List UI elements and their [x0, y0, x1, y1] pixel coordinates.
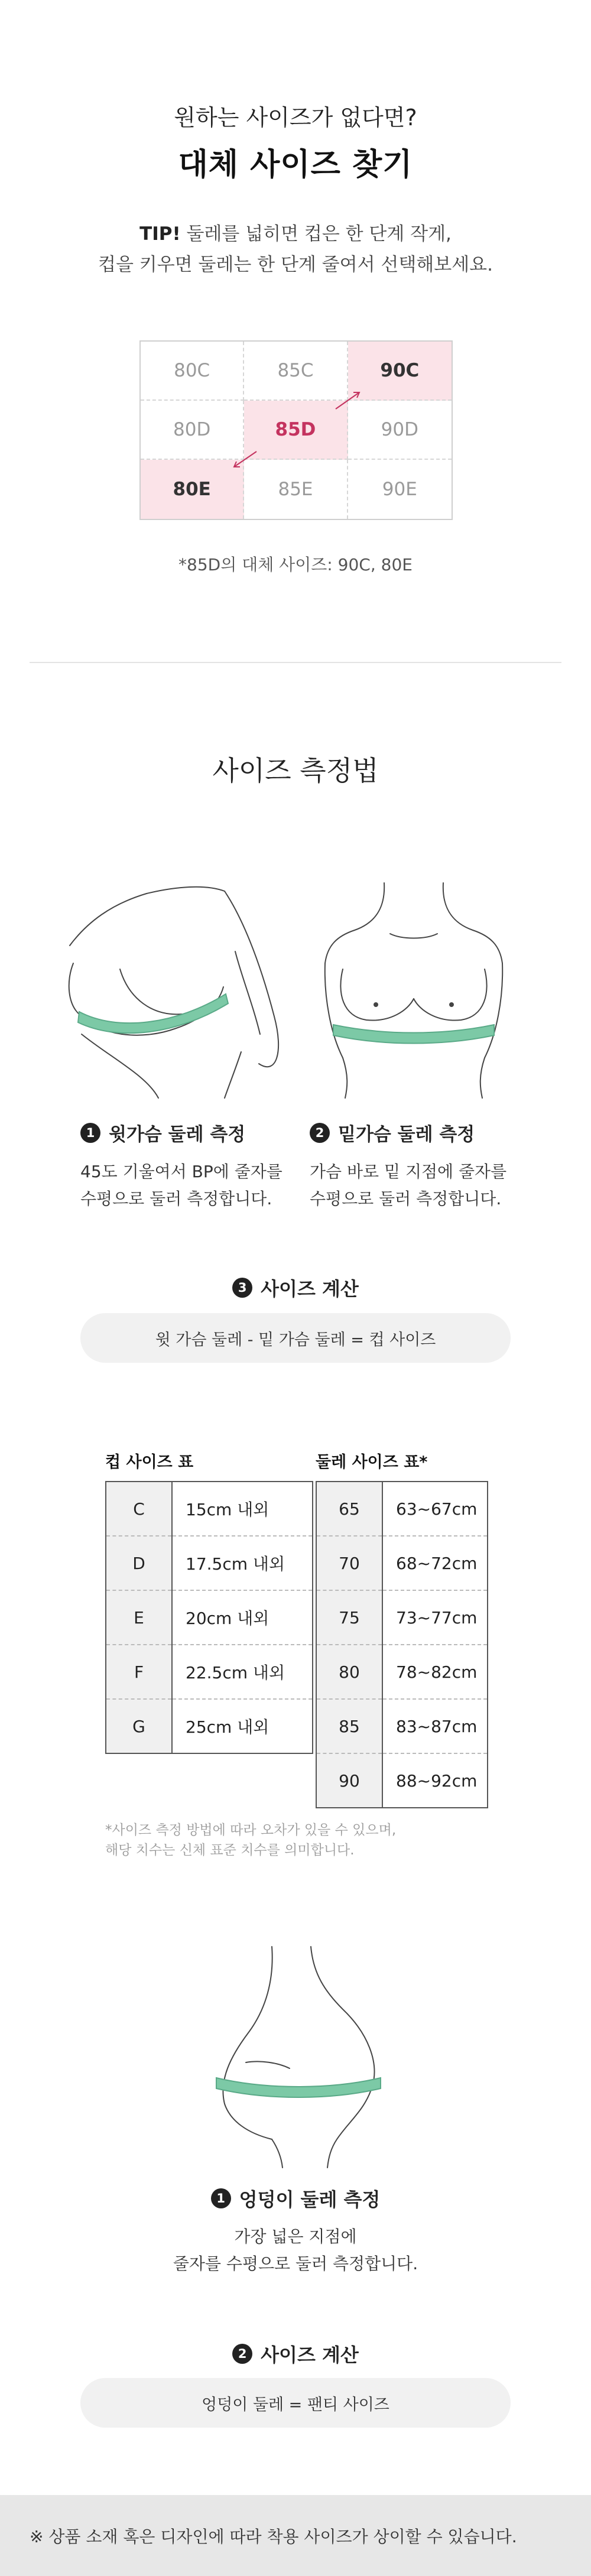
grid-cell: 85E	[244, 460, 348, 519]
table-row	[106, 1536, 313, 1590]
measuring-tape-icon	[78, 994, 228, 1033]
cup-formula-pill: 윗 가슴 둘레 - 밑 가슴 둘레 = 컵 사이즈	[80, 1313, 511, 1363]
cup-cell: G	[106, 1699, 172, 1753]
hip-step-title	[0, 2185, 591, 2212]
section-divider	[30, 662, 561, 663]
upper-bust-illustration	[64, 881, 300, 1099]
table-row	[316, 1482, 488, 1536]
tip-line-1	[0, 219, 591, 249]
value-cell: 78~82cm	[382, 1645, 488, 1699]
desc-line: 가슴 바로 밑 지점에 줄자를	[310, 1162, 507, 1181]
step-number-badge: 3	[232, 1278, 252, 1298]
desc-line: 줄자를 수평으로 둘러 측정합니다.	[173, 2254, 418, 2273]
value-cell: 22.5cm 내외	[172, 1645, 313, 1699]
value-cell: 73~77cm	[382, 1590, 488, 1645]
value-cell: 15cm 내외	[172, 1482, 313, 1536]
cup-cell: F	[106, 1645, 172, 1699]
desc-line: 가장 넓은 지점에	[234, 2227, 357, 2246]
step-under-bust-desc	[310, 1158, 506, 1213]
step-title-text: 사이즈 계산	[261, 2344, 359, 2366]
step-number-badge: 1	[80, 1123, 100, 1143]
table-row	[316, 1699, 488, 1753]
desc-line: 수평으로 둘러 측정합니다.	[310, 1189, 502, 1209]
step-upper-bust-desc	[80, 1158, 282, 1213]
value-cell: 25cm 내외	[186, 1717, 269, 1737]
hip-illustration	[213, 1944, 384, 2169]
panty-formula-pill: 엉덩이 둘레 = 팬티 사이즈	[80, 2378, 511, 2428]
step-title-text: 엉덩이 둘레 측정	[239, 2188, 381, 2211]
grid-cell: 90D	[348, 401, 452, 460]
desc-line: 45도 기울여서 BP에 줄자를	[80, 1162, 282, 1181]
value-cell: 88~92cm	[396, 1771, 478, 1791]
step-title-text: 사이즈 계산	[261, 1278, 359, 1300]
note-line: *사이즈 측정 방법에 따라 오차가 있을 수 있으며,	[105, 1823, 397, 1838]
grid-cell: 85C	[244, 342, 348, 401]
tip-line-2: 컵을 키우면 둘레는 한 단계 줄여서 선택해보세요.	[98, 254, 493, 275]
footer-notice: ※ 상품 소재 혹은 디자인에 따라 착용 사이즈가 상이할 수 있습니다.	[0, 2495, 591, 2576]
step-under-bust-title	[310, 1119, 475, 1146]
tip-label: TIP!	[139, 223, 181, 245]
grid-cell-selected: 85D	[244, 401, 348, 460]
measure-title: 사이즈 측정법	[212, 755, 379, 787]
band-size-table	[316, 1481, 488, 1808]
band-cell: 85	[316, 1699, 382, 1753]
desc-line: 수평으로 둘러 측정합니다.	[80, 1189, 272, 1209]
table-row	[106, 1590, 313, 1645]
band-table-title: 둘레 사이즈 표*	[316, 1453, 428, 1471]
alt-size-title: 대체 사이즈 찾기	[178, 147, 413, 183]
grid-cell: 90E	[382, 479, 417, 500]
grid-cell: 80C	[141, 342, 244, 401]
alt-size-grid	[139, 340, 453, 520]
measuring-tape-icon	[333, 1025, 494, 1044]
grid-cell-alternate: 80E	[141, 460, 244, 519]
step-upper-bust-title	[80, 1119, 245, 1146]
table-note	[105, 1820, 396, 1860]
band-cell: 80	[316, 1645, 382, 1699]
step-title-text: 밑가슴 둘레 측정	[338, 1124, 475, 1145]
value-cell: 17.5cm 내외	[172, 1536, 313, 1590]
panty-calc-title	[0, 2340, 591, 2367]
cup-cell: E	[106, 1590, 172, 1645]
table-row	[106, 1482, 313, 1536]
alt-size-subtitle: 원하는 사이즈가 없다면?	[174, 105, 417, 131]
table-row	[316, 1536, 488, 1590]
value-cell: 68~72cm	[382, 1536, 488, 1590]
tip-line-1-text: 둘레를 넓히면 컵은 한 단계 작게,	[186, 223, 452, 245]
value-cell: 20cm 내외	[172, 1590, 313, 1645]
hip-step-desc	[0, 2223, 591, 2278]
cup-table-title: 컵 사이즈 표	[105, 1453, 194, 1471]
band-cell: 75	[316, 1590, 382, 1645]
table-row	[106, 1699, 313, 1753]
cup-cell: D	[106, 1536, 172, 1590]
grid-cell: 80D	[141, 401, 244, 460]
table-row	[316, 1753, 488, 1808]
table-row	[316, 1645, 488, 1699]
measuring-tape-icon	[216, 2078, 381, 2097]
tip-text	[0, 219, 591, 280]
cup-calc-title	[0, 1274, 591, 1301]
cup-cell: C	[106, 1482, 172, 1536]
table-row	[106, 1645, 313, 1699]
band-cell: 65	[316, 1482, 382, 1536]
under-bust-illustration	[319, 881, 508, 1099]
value-cell: 83~87cm	[382, 1699, 488, 1753]
cup-size-table	[105, 1481, 313, 1754]
step-number-badge: 2	[310, 1123, 330, 1143]
table-row	[316, 1590, 488, 1645]
step-number-badge: 1	[211, 2188, 231, 2208]
note-line: 해당 치수는 신체 표준 치수를 의미합니다.	[105, 1843, 355, 1858]
band-cell: 90	[316, 1753, 382, 1808]
alt-size-note: *85D의 대체 사이즈: 90C, 80E	[178, 555, 413, 574]
grid-cell-alternate: 90C	[348, 342, 452, 401]
step-title-text: 윗가슴 둘레 측정	[109, 1124, 246, 1145]
step-number-badge: 2	[232, 2344, 252, 2364]
value-cell: 63~67cm	[382, 1482, 488, 1536]
band-cell: 70	[316, 1536, 382, 1590]
